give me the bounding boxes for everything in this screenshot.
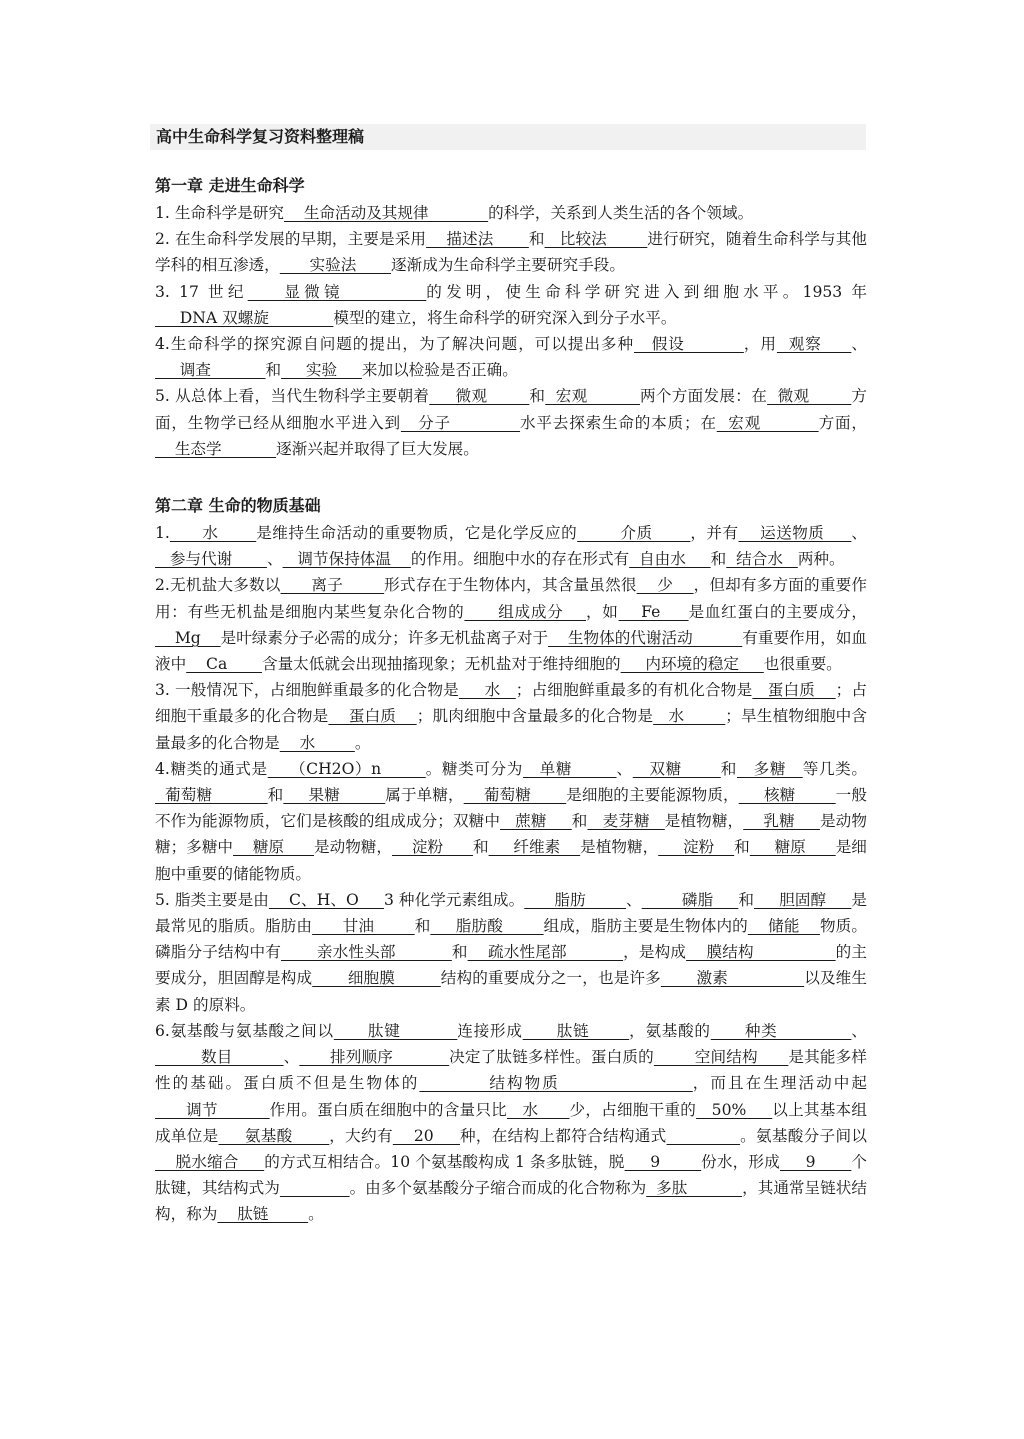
- answer-blank: 磷脂: [641, 890, 739, 909]
- question-text: 作用。蛋白质在细胞中的含量只比: [269, 1100, 507, 1119]
- ch1-question-1: [155, 200, 867, 226]
- answer-blank: 生物体的代谢活动: [548, 628, 743, 647]
- answer-blank: Ca: [186, 655, 262, 674]
- answer-blank: 调查: [155, 361, 266, 380]
- question-text: 是最常见的脂质。脂肪由: [155, 890, 867, 936]
- question-text: 。: [354, 733, 371, 752]
- answer-blank: 调节: [155, 1100, 270, 1119]
- answer-blank: 蛋白质: [328, 707, 417, 726]
- answer-blank: 淀粉: [392, 838, 473, 857]
- question-text: ，如: [585, 602, 619, 621]
- question-text: 一般不作为能源物质，它们是核酸的组成成分；双糖中: [155, 786, 867, 831]
- question-text: 是动物糖；多糖中: [155, 812, 867, 857]
- answer-blank: 显微镜: [247, 282, 427, 301]
- answer-blank: 微观: [429, 387, 530, 406]
- question-text: 3. 一般情况下，占细胞鲜重最多的化合物是: [155, 681, 459, 700]
- question-text: 。: [308, 1205, 324, 1224]
- chapter-2-title: 第二章 生命的物质基础: [155, 496, 321, 516]
- question-text: 是动物糖，: [313, 838, 393, 857]
- chapter-1-title: 第一章 走进生命科学: [155, 176, 305, 195]
- answer-blank: 9: [779, 1152, 852, 1171]
- answer-blank: 糖原: [233, 838, 314, 857]
- answer-blank: 排列顺序: [299, 1048, 450, 1067]
- answer-blank: 结合水: [726, 550, 798, 569]
- answer-blank: 糖原: [749, 838, 836, 857]
- question-text: ，大约有: [329, 1126, 393, 1145]
- question-text: 等几类。: [802, 759, 867, 778]
- answer-blank: [667, 1127, 741, 1145]
- answer-blank: 肽链: [522, 1021, 630, 1040]
- question-text: 、: [851, 1021, 867, 1040]
- answer-blank: 蛋白质: [752, 681, 836, 700]
- answer-blank: 双糖: [632, 759, 721, 778]
- answer-blank: 细胞膜: [312, 969, 441, 988]
- ch2-question-5: [155, 887, 867, 1018]
- answer-blank: 氨基酸: [218, 1126, 330, 1145]
- answer-blank: 离子: [280, 576, 385, 595]
- answer-blank: 肽键: [333, 1021, 458, 1040]
- question-text: 形式存在于生物体内，其含量虽然很: [384, 576, 637, 595]
- question-text: 份水，形成: [701, 1152, 780, 1171]
- answer-blank: 50%: [696, 1100, 773, 1119]
- answer-blank: C、H、O: [268, 890, 384, 909]
- question-text: 结构的重要成分之一，也是许多: [440, 969, 661, 988]
- answer-blank: 水: [507, 1100, 570, 1119]
- answer-blank: 激素: [660, 969, 805, 988]
- question-text: 和: [738, 890, 755, 909]
- question-text: 的作用。细胞中水的存在形式有: [410, 550, 630, 569]
- question-text: 和: [528, 230, 545, 249]
- question-text: 决定了肽链多样性。蛋白质的: [449, 1048, 654, 1067]
- question-text: 的发明，使生命科学研究进入到细胞水平。1953 年: [426, 282, 867, 301]
- question-text: 和: [414, 917, 431, 936]
- question-text: 是细胞的主要能源物质，: [566, 786, 739, 805]
- answer-blank: 结构物质: [419, 1074, 693, 1093]
- question-text: 。由多个氨基酸分子缩合而成的化合物称为: [349, 1179, 647, 1198]
- question-text: 方面，生物学已经从细胞水平进入到: [155, 387, 867, 432]
- answer-blank: 麦芽糖: [587, 812, 665, 831]
- answer-blank: 比较法: [544, 230, 648, 249]
- question-text: 以上其基本组成单位是: [155, 1100, 867, 1145]
- answer-blank: 参与代谢: [155, 550, 267, 569]
- question-text: ，并有: [690, 524, 739, 543]
- answer-blank: 分子: [400, 413, 521, 432]
- answer-blank: 疏水性尾部: [467, 943, 624, 962]
- answer-blank: 多肽: [646, 1179, 743, 1198]
- question-text: 是血红蛋白的主要成分，: [688, 602, 867, 621]
- answer-blank: 运送物质: [738, 524, 852, 543]
- answer-blank: 介质: [577, 524, 691, 543]
- question-text: ；占细胞鲜重最多的有机化合物是: [515, 681, 753, 700]
- answer-blank: 宏观: [545, 387, 640, 406]
- answer-blank: 描述法: [426, 230, 529, 249]
- question-text: 和: [710, 550, 727, 569]
- question-text: 和: [720, 759, 737, 778]
- question-text: 种，在结构上都符合结构通式: [459, 1126, 667, 1145]
- question-text: ，但却有多方面的重要作用：有些无机盐是细胞内某些复杂化合物的: [155, 576, 867, 621]
- question-text: 的主要成分，胆固醇是构成: [155, 943, 867, 988]
- answer-blank: 数目: [155, 1048, 284, 1067]
- question-text: 是其能多样性的基础。蛋白质不但是生物体的: [155, 1048, 867, 1093]
- answer-blank: 脂肪酸: [430, 917, 544, 936]
- question-text: 和: [734, 838, 750, 857]
- question-text: 是维持生命活动的重要物质，它是化学反应的: [256, 524, 578, 543]
- answer-blank: 纤维素: [488, 838, 581, 857]
- question-text: 也很重要。: [763, 655, 842, 674]
- question-text: 两种。: [797, 550, 845, 569]
- question-text: 逐渐成为生命科学主要研究手段。: [391, 256, 625, 275]
- ch1-question-2: [155, 226, 867, 278]
- answer-blank: DNA 双螺旋: [155, 308, 334, 327]
- question-text: 水平去探索生命的本质；在: [520, 413, 717, 432]
- question-text: 进行研究，随着生命科学与其他学科的相互渗透，: [155, 230, 867, 275]
- answer-blank: 甘油: [312, 917, 415, 936]
- answer-blank: 脱水缩合: [155, 1152, 265, 1171]
- answer-blank: 肽链: [217, 1205, 309, 1224]
- answer-blank: 少: [636, 576, 694, 595]
- question-text: 2.无机盐大多数以: [155, 576, 281, 595]
- answer-blank: [280, 1179, 350, 1197]
- answer-blank: 葡萄糖: [155, 786, 268, 805]
- question-text: 以及维生素 D 的原料。: [155, 969, 867, 1014]
- question-text: 和: [265, 361, 282, 380]
- question-text: 、: [283, 1048, 300, 1067]
- answer-blank: 蔗糖: [500, 812, 572, 831]
- answer-blank: 果糖: [283, 786, 386, 805]
- question-text: 少，占细胞干重的: [569, 1100, 697, 1119]
- question-text: 有重要作用，如血液中: [155, 628, 868, 674]
- question-text: 。糖类可分为: [425, 759, 523, 778]
- question-text: ；肌肉细胞中含量最多的化合物是: [416, 707, 654, 726]
- question-text: 和: [267, 786, 284, 805]
- question-text: 连接形成: [457, 1021, 523, 1040]
- answer-blank: 观察: [776, 335, 852, 354]
- answer-blank: 水: [279, 733, 355, 752]
- answer-blank: 淀粉: [658, 838, 735, 857]
- question-text: 是细胞中重要的储能物质。: [155, 838, 867, 883]
- question-text: 4.生命科学的探究源自问题的提出，为了解决问题，可以提出多种: [155, 335, 634, 354]
- answer-blank: Fe: [618, 602, 689, 621]
- answer-blank: 宏观: [716, 413, 819, 432]
- question-text: 1. 生命科学是研究: [155, 204, 284, 222]
- answer-blank: 核糖: [738, 786, 836, 805]
- question-text: 、: [616, 759, 633, 778]
- answer-blank: 组成成分: [464, 602, 586, 621]
- question-text: 和: [571, 812, 588, 831]
- answer-blank: 亲水性头部: [281, 943, 452, 962]
- question-text: 方面，: [818, 413, 867, 432]
- question-text: 、: [266, 550, 283, 569]
- question-text: 的方式互相结合。10 个氨基酸构成 1 条多肽链，脱: [264, 1152, 625, 1171]
- answer-blank: 水: [458, 681, 516, 700]
- ch1-question-3: [155, 279, 867, 331]
- question-text: ，用: [743, 335, 777, 354]
- question-text: 逐渐兴起并取得了巨大发展。: [276, 439, 479, 458]
- document-body: [155, 172, 867, 1228]
- question-text: 、: [626, 890, 642, 909]
- question-text: 3. 17 世纪: [155, 282, 248, 301]
- question-text: 和: [529, 387, 546, 406]
- ch2-question-2: [155, 572, 867, 677]
- answer-blank: 生命活动及其规律: [284, 204, 489, 222]
- answer-blank: 实验法: [279, 256, 391, 275]
- question-text: 5. 脂类主要是由: [155, 890, 269, 909]
- ch1-question-4: [155, 331, 867, 383]
- question-text: ，氨基酸的: [629, 1021, 711, 1040]
- section-spacer: [155, 462, 867, 492]
- answer-blank: 乳糖: [743, 812, 820, 831]
- answer-blank: 实验: [281, 361, 362, 380]
- question-text: ；占细胞干重最多的化合物是: [155, 681, 867, 726]
- answer-blank: Mg: [155, 628, 221, 647]
- question-text: 和: [451, 943, 468, 962]
- question-text: ，是构成: [623, 943, 687, 962]
- question-text: 属于单糖，: [385, 786, 464, 805]
- document-title: 高中生命科学复习资料整理稿: [156, 127, 365, 146]
- question-text: 是叶绿素分子必需的成分；许多无机盐离子对于: [220, 628, 549, 647]
- answer-blank: 葡萄糖: [463, 786, 567, 805]
- answer-blank: 膜结构: [686, 943, 836, 962]
- question-text: 和: [472, 838, 489, 857]
- question-text: 、: [851, 335, 867, 354]
- answer-blank: 9: [624, 1152, 702, 1171]
- answer-blank: 微观: [767, 387, 852, 406]
- answer-blank: 单糖: [522, 759, 617, 778]
- ch2-question-4: [155, 756, 867, 887]
- answer-blank: 脂肪: [524, 890, 626, 909]
- question-text: 、: [851, 524, 867, 543]
- question-text: 3 种化学元素组成。: [383, 890, 525, 909]
- question-text: 组成，脂肪主要是生物体内的: [543, 917, 748, 936]
- answer-blank: 水: [653, 707, 726, 726]
- question-text: 是植物糖，: [580, 838, 659, 857]
- question-text: 模型的建立，将生命科学的研究深入到分子水平。: [333, 308, 677, 327]
- answer-blank: 水: [169, 524, 257, 543]
- answer-blank: 种类: [710, 1021, 852, 1040]
- answer-blank: （CH2O）n: [267, 759, 426, 778]
- ch2-question-6: [155, 1018, 867, 1228]
- question-text: 来加以检验是否正确。: [361, 361, 518, 380]
- question-text: 含量太低就会出现抽搐现象；无机盐对于维持细胞的: [261, 655, 621, 674]
- question-text: 6.氨基酸与氨基酸之间以: [155, 1021, 334, 1040]
- question-text: ，而且在生理活动中起: [692, 1074, 867, 1093]
- question-text: ；旱生植物细胞中含量最多的化合物是: [155, 707, 867, 752]
- answer-blank: 调节保持体温: [282, 550, 411, 569]
- question-text: 是植物糖，: [664, 812, 744, 831]
- question-text: 1.: [155, 524, 170, 543]
- answer-blank: 胆固醇: [754, 890, 852, 909]
- ch1-question-5: [155, 383, 867, 462]
- answer-blank: 20: [392, 1126, 460, 1145]
- question-text: 的科学，关系到人类生活的各个领域。: [488, 204, 754, 222]
- question-text: 5. 从总体上看，当代生物科学主要朝着: [155, 387, 430, 406]
- ch2-question-3: [155, 677, 867, 756]
- answer-blank: 储能: [747, 917, 820, 936]
- ch2-question-1: [155, 520, 867, 572]
- answer-blank: 假设: [634, 335, 744, 354]
- question-text: 物质。磷脂分子结构中有: [155, 917, 867, 962]
- question-text: ，其通常呈链状结构，称为: [155, 1179, 867, 1224]
- question-text: 两个方面发展：在: [639, 387, 768, 406]
- answer-blank: 生态学: [155, 439, 277, 458]
- answer-blank: 内环境的稳定: [620, 655, 764, 674]
- answer-blank: 自由水: [629, 550, 711, 569]
- question-text: 个肽键，其结构式为: [155, 1152, 867, 1198]
- question-text: 。氨基酸分子间以: [740, 1126, 867, 1145]
- question-text: 4.糖类的通式是: [155, 759, 268, 778]
- question-text: 2. 在生命科学发展的早期，主要是采用: [155, 230, 427, 249]
- answer-blank: 空间结构: [653, 1048, 789, 1067]
- answer-blank: 多糖: [736, 759, 803, 778]
